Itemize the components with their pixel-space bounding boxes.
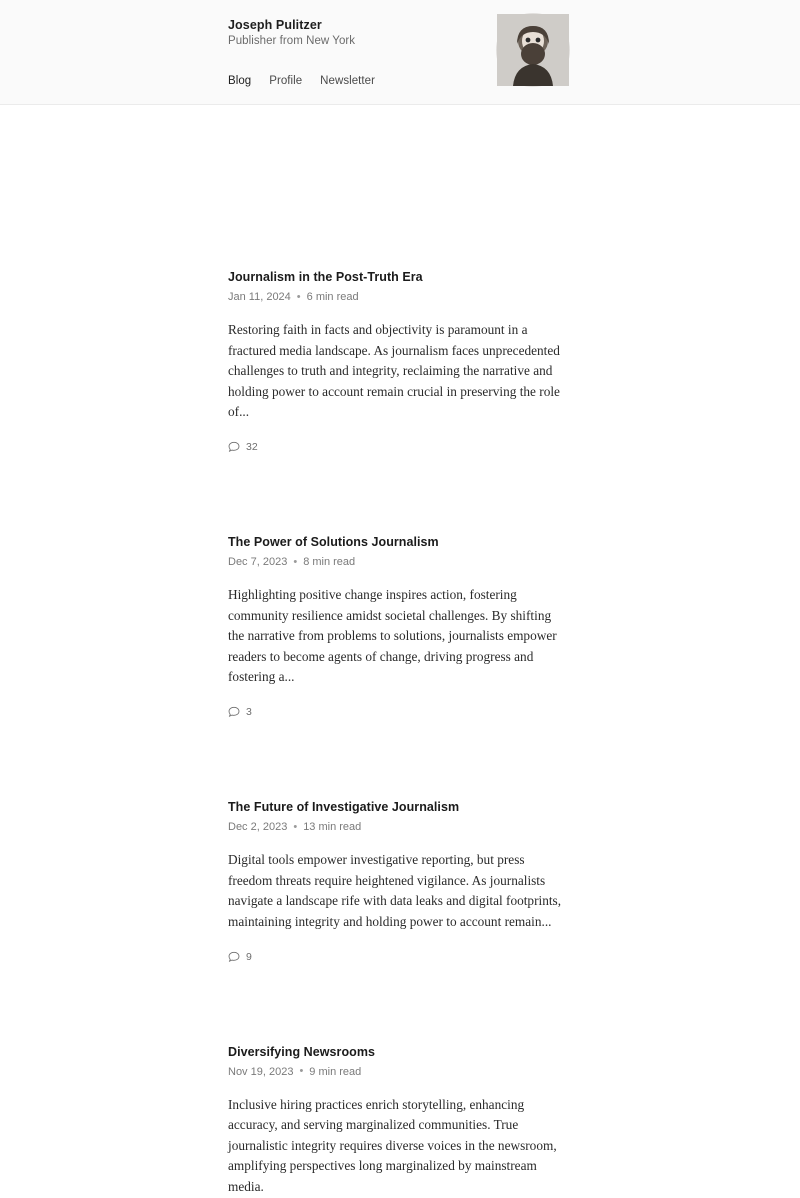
- post-comment-count[interactable]: [228, 441, 568, 453]
- avatar-portrait-icon: [497, 14, 569, 86]
- nav-item-blog[interactable]: Blog: [228, 75, 252, 87]
- post-gap: [0, 718, 800, 800]
- post-meta: [228, 556, 568, 568]
- post-excerpt: Highlighting positive change inspires action, fostering community resilience amidst societal challenges. By shifting the narrative from problems to solutions, journalists empower readers to become agents of change, driving progress and fostering a...: [228, 587, 557, 685]
- post-read-time: 13 min read: [303, 821, 362, 834]
- post-excerpt: Restoring faith in facts and objectivity is paramount in a fractured media landscape. As journalism faces unprecedented challenges to truth and integrity, reclaiming the narrative and holding power to account remain crucial in preserving the role of...: [228, 322, 560, 420]
- meta-separator: •: [296, 290, 301, 303]
- post-comment-count[interactable]: [228, 706, 568, 718]
- comment-bubble-icon: [228, 706, 240, 718]
- post-date: Dec 2, 2023: [228, 821, 288, 834]
- post-read-time: 8 min read: [303, 556, 356, 569]
- post-excerpt: Digital tools empower investigative reporting, but press freedom threats require heightened vigilance. As journalists navigate a landscape rife with data leaks and digital footprints, maintaining integrity and holding power to account remain...: [228, 852, 562, 929]
- post-date: Nov 19, 2023: [228, 1065, 294, 1078]
- post-gap: [0, 453, 800, 535]
- comment-bubble-icon: [228, 951, 240, 963]
- author-tagline: Publisher from New York: [228, 35, 356, 47]
- post-item[interactable]: [228, 270, 568, 453]
- post-date: Jan 11, 2024: [228, 291, 291, 303]
- meta-separator: •: [293, 820, 298, 833]
- post-item[interactable]: [228, 535, 568, 718]
- header-inner: [0, 0, 800, 104]
- post-meta: [228, 821, 568, 833]
- top-spacer: [0, 105, 800, 270]
- nav-item-newsletter[interactable]: Newsletter: [320, 75, 375, 87]
- post-item[interactable]: [228, 1045, 568, 1198]
- nav-item-profile[interactable]: Profile: [269, 75, 303, 87]
- main-nav: [228, 75, 375, 87]
- post-read-time: 9 min read: [309, 1065, 362, 1078]
- meta-separator: •: [299, 1065, 304, 1078]
- comment-count-value: 3: [246, 706, 252, 719]
- post-title[interactable]: The Power of Solutions Journalism: [228, 535, 439, 550]
- post-excerpt: Inclusive hiring practices enrich storytelling, enhancing accuracy, and serving marginalized communities. True journalistic integrity requires diverse voices in the newsroom, amplifying perspectives long marginalized by mainstream media.: [228, 1096, 557, 1194]
- post-meta: [228, 291, 568, 303]
- post-read-time: 6 min read: [306, 291, 359, 303]
- meta-separator: •: [293, 555, 298, 568]
- post-meta: [228, 1066, 568, 1078]
- post-date: Dec 7, 2023: [228, 556, 288, 569]
- post-title[interactable]: Diversifying Newsrooms: [228, 1044, 375, 1059]
- avatar[interactable]: [496, 13, 570, 87]
- site-header: [0, 0, 800, 105]
- comment-count-value: 9: [246, 950, 252, 963]
- post-comment-count[interactable]: [228, 951, 568, 963]
- post-title[interactable]: The Future of Investigative Journalism: [228, 800, 460, 815]
- comment-bubble-icon: [228, 441, 240, 453]
- post-title[interactable]: Journalism in the Post-Truth Era: [228, 270, 423, 284]
- comment-count-value: 32: [246, 441, 258, 454]
- author-name: Joseph Pulitzer: [228, 18, 322, 32]
- post-list: [0, 105, 800, 1198]
- post-item[interactable]: [228, 800, 568, 962]
- post-gap: [0, 963, 800, 1045]
